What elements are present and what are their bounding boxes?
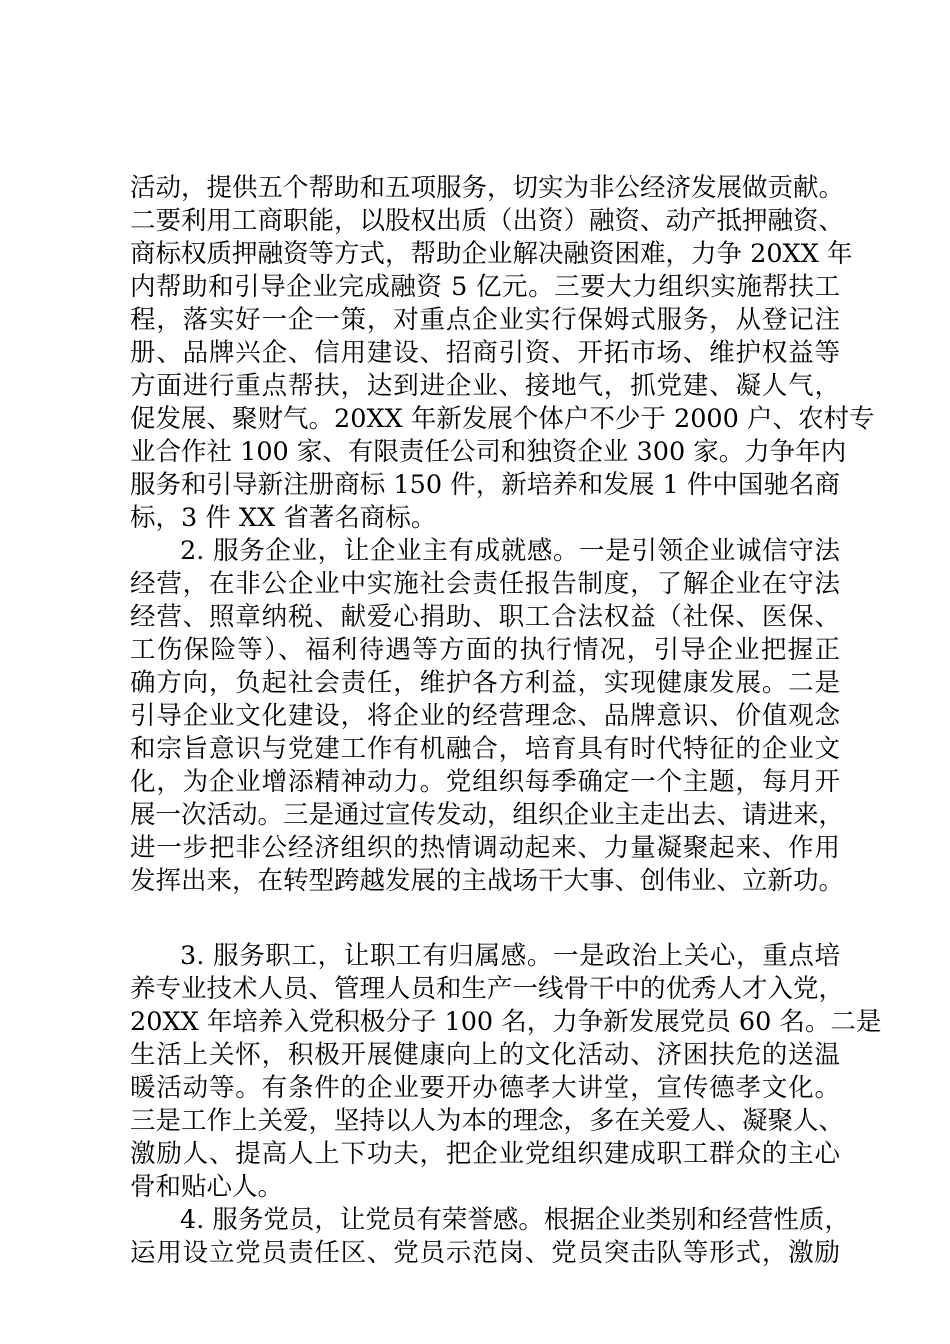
text-line: 确方向，负起社会责任，维护各方利益，实现健康发展。二是	[130, 668, 840, 698]
text-line: 方面进行重点帮扶，达到进企业、接地气，抓党建、凝人气，	[130, 371, 840, 401]
text-line: 标，3 件 XX 省著名商标。	[130, 503, 437, 533]
text-line: 经营、照章纳税、献爱心捐助、职工合法权益（社保、医保、	[130, 602, 840, 632]
text-line: 展一次活动。三是通过宣传发动，组织企业主走出去、请进来，	[130, 800, 845, 830]
text-line: 和宗旨意识与党建工作有机融合，培育具有时代特征的企业文	[130, 734, 840, 764]
text-line: 化，为企业增添精神动力。党组织每季确定一个主题，每月开	[130, 767, 840, 797]
text-line: 发挥出来，在转型跨越发展的主战场干大事、创伟业、立新功。	[130, 866, 845, 896]
text-line: 内帮助和引导企业完成融资 5 亿元。三要大力组织实施帮扶工	[130, 272, 840, 302]
text-line: 程，落实好一企一策，对重点企业实行保姆式服务，从登记注	[130, 305, 840, 335]
text-line: 工伤保险等）、福利待遇等方面的执行情况，引导企业把握正	[130, 635, 840, 665]
text-line: 册、品牌兴企、信用建设、招商引资、开拓市场、维护权益等	[130, 338, 840, 368]
text-line: 暖活动等。有条件的企业要开办德孝大讲堂，宣传德孝文化。	[130, 1073, 840, 1103]
text-line: 20XX 年培养入党积极分子 100 名，力争新发展党员 60 名。二是	[130, 1007, 882, 1037]
text-line: 二要利用工商职能，以股权出质（出资）融资、动产抵押融资、	[130, 206, 845, 236]
text-line: 商标权质押融资等方式，帮助企业解决融资困难，力争 20XX 年	[130, 239, 853, 269]
paragraph-start-line: 2. 服务企业，让企业主有成就感。一是引领企业诚信守法	[180, 536, 840, 566]
text-line: 服务和引导新注册商标 150 件，新培养和发展 1 件中国驰名商	[130, 470, 840, 500]
text-line: 促发展、聚财气。20XX 年新发展个体户不少于 2000 户、农村专	[130, 404, 875, 434]
text-line: 经营，在非公企业中实施社会责任报告制度，了解企业在守法	[130, 569, 840, 599]
text-line: 养专业技术人员、管理人员和生产一线骨干中的优秀人才入党，	[130, 974, 845, 1004]
text-line: 引导企业文化建设，将企业的经营理念、品牌意识、价值观念	[130, 701, 840, 731]
text-line: 生活上关怀，积极开展健康向上的文化活动、济困扶危的送温	[130, 1040, 840, 1070]
text-line: 激励人、提高人上下功夫，把企业党组织建成职工群众的主心	[130, 1139, 840, 1169]
text-line: 业合作社 100 家、有限责任公司和独资企业 300 家。力争年内	[130, 437, 847, 467]
text-line: 运用设立党员责任区、党员示范岗、党员突击队等形式，激励	[130, 1238, 840, 1268]
text-line: 进一步把非公经济组织的热情调动起来、力量凝聚起来、作用	[130, 833, 840, 863]
paragraph-start-line: 4. 服务党员，让党员有荣誉感。根据企业类别和经营性质，	[180, 1205, 850, 1235]
text-line: 骨和贴心人。	[130, 1172, 284, 1202]
text-line: 三是工作上关爱，坚持以人为本的理念，多在关爱人、凝聚人、	[130, 1106, 845, 1136]
text-line: 活动，提供五个帮助和五项服务，切实为非公经济发展做贡献。	[130, 173, 845, 203]
paragraph-start-line: 3. 服务职工，让职工有归属感。一是政治上关心，重点培	[180, 941, 840, 971]
